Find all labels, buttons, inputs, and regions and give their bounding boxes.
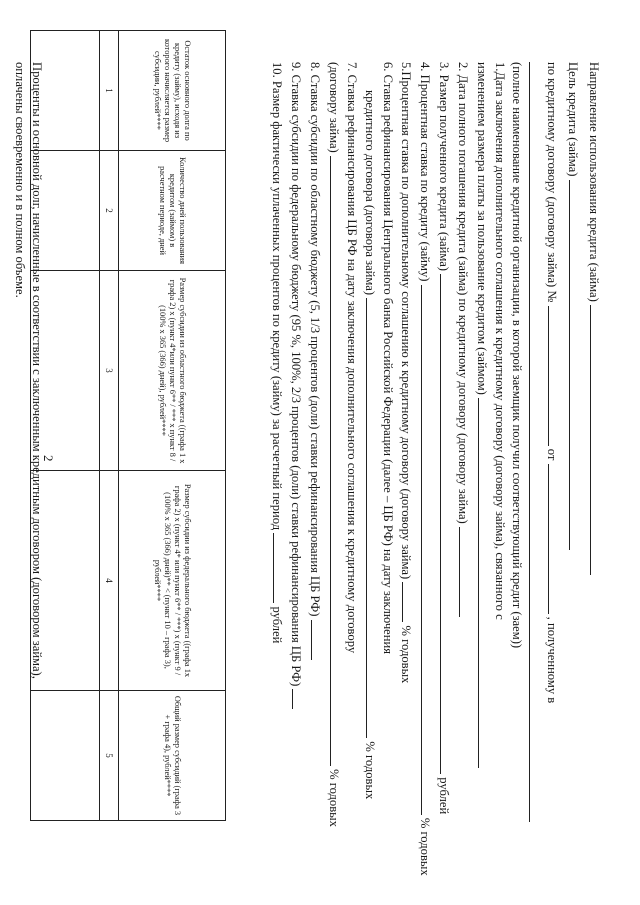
table-header-cell: Количество дней пользования кредитом (займом) в расчетном периоде, дней — [119, 151, 226, 271]
table-number-row — [100, 31, 119, 821]
item-7-field[interactable] — [330, 156, 342, 766]
footnote-line-1: Проценты и основной долг, начисленные в соответствии с заключенным кредитным договором (договором займа), — [30, 62, 44, 679]
item-1-continuation: изменением размера платы за пользование кредитом (займом) — [475, 62, 489, 395]
contract-from: от — [545, 448, 559, 461]
table-column-number: 2 — [100, 151, 119, 271]
item-6-continuation: кредитного договора (договора займа) — [363, 90, 377, 296]
goal-line — [566, 62, 581, 550]
item-7 — [345, 62, 359, 653]
item-9-text: 9. Ставка субсидии по федеральному бюджету (95 %, 100%, 2/3 процентов (доли) ставки рефинансирования ЦБ РФ) — [289, 62, 303, 687]
item-7-cont — [327, 62, 342, 827]
table-header-cell: Размер субсидии из федерального бюджета ((графа 1x графа 2) x (пункт 4* или пункт 6** / ***) x (пункт 9 / (100% x 365 (366) дней)** < (пункт 10 – графа 3), рублей**** — [119, 471, 226, 691]
bank-note: (полное наименование кредитной организации, в которой заемщик получил соответствующий кредит (заем)) — [510, 62, 524, 649]
item-4 — [418, 62, 433, 876]
item-1-cont — [475, 62, 490, 768]
item-5-field[interactable] — [402, 582, 414, 622]
item-5-text: 5.Процентная ставка по дополнительному соглашению к кредитному договору (договору займа) — [399, 62, 413, 580]
goal-label: Цель кредита (займа) — [566, 62, 580, 177]
item-6-cont — [363, 90, 378, 799]
goal-field[interactable] — [569, 180, 581, 550]
item-10-field[interactable] — [273, 533, 285, 603]
contract-suffix: , полученному в — [545, 616, 559, 704]
contract-date-field[interactable] — [548, 464, 560, 614]
bank-line — [526, 62, 541, 822]
table-column-number: 3 — [100, 271, 119, 471]
contract-prefix: по кредитному договору (договору займа) № — [545, 62, 559, 303]
footnote-line-2: оплачены своевременно и в полном объеме. — [13, 62, 27, 298]
item-4-text: 4. Процентная ставка по кредиту (займу) — [418, 62, 432, 282]
table-header-cell: Общий размер субсидий (графа 3 + графа 4), рублей**** — [119, 691, 226, 821]
item-6-suffix: % годовых — [363, 741, 377, 800]
item-3-suffix: рублей — [437, 777, 451, 815]
purpose-field[interactable] — [590, 305, 602, 575]
item-6-field[interactable] — [366, 298, 378, 738]
item-1 — [493, 62, 507, 620]
item-7-suffix: % годовых — [327, 769, 341, 827]
table-header-cell: Размер субсидии из областного бюджета ((графа 1 x графа 2) x (пункт 4*или пункт 6** / *** x пункт 8 / (100% x 365 (366) дней), рублей**** — [119, 271, 226, 471]
item-4-field[interactable] — [421, 285, 433, 815]
item-3-text: 3. Размер полученного кредита (займа) — [437, 62, 451, 271]
item-3-field[interactable] — [440, 274, 452, 774]
contract-number-field[interactable] — [548, 306, 560, 446]
item-9-field[interactable] — [292, 689, 304, 709]
item-8-text: 8. Ставка субсидии по областному бюджету (5, 1/3 процентов (доли) ставки рефинансирования ЦБ РФ) — [308, 62, 322, 617]
item-2-text: 2. Дата полного погашения кредита (займа) по кредитному договору (договору займа) — [456, 62, 470, 524]
item-4-suffix: % годовых — [418, 817, 432, 876]
item-2-field[interactable] — [459, 527, 471, 617]
item-2 — [456, 62, 471, 617]
subsidy-table — [30, 30, 226, 821]
table-column-number: 1 — [100, 31, 119, 151]
item-6-text: 6. Ставка рефинансирования Центрального банка Российской Федерации (далее – ЦБ РФ) на дату заключения — [381, 62, 395, 655]
item-1-field[interactable] — [478, 398, 490, 768]
item-5-suffix: % годовых — [399, 625, 413, 684]
item-3 — [437, 62, 452, 814]
item-10-text: 10. Размер фактически уплаченных процентов по кредиту (займу) за расчетный период — [270, 62, 284, 531]
table-column-number: 4 — [100, 471, 119, 691]
item-10 — [270, 62, 285, 643]
item-8 — [308, 62, 323, 660]
item-10-suffix: рублей — [270, 606, 284, 644]
item-7-text: 7. Ставка рефинансирования ЦБ РФ на дату заключения дополнительного соглашения к кредитному договору — [345, 62, 359, 654]
purpose-line — [587, 62, 602, 575]
table-header-row — [119, 31, 226, 821]
table-cell[interactable] — [31, 691, 100, 821]
contract-line — [545, 62, 560, 703]
item-1-text: 1.Дата заключения дополнительного соглашения к кредитному договору (договору займа), связанного с — [493, 62, 507, 620]
item-6 — [381, 62, 395, 654]
item-5 — [399, 62, 414, 683]
table-column-number: 5 — [100, 691, 119, 821]
item-8-field[interactable] — [311, 620, 323, 660]
item-7-continuation: (договору займа) — [327, 62, 341, 153]
item-9 — [289, 62, 304, 709]
table-header-cell: Остаток основного долга по кредиту (займу), исходя из которого начисляется размер субсидии, рублей**** — [119, 31, 226, 151]
bank-name-field[interactable] — [529, 62, 541, 822]
page-number: 2 — [41, 455, 56, 462]
purpose-label: Направление использования кредита (займа) — [587, 62, 601, 302]
